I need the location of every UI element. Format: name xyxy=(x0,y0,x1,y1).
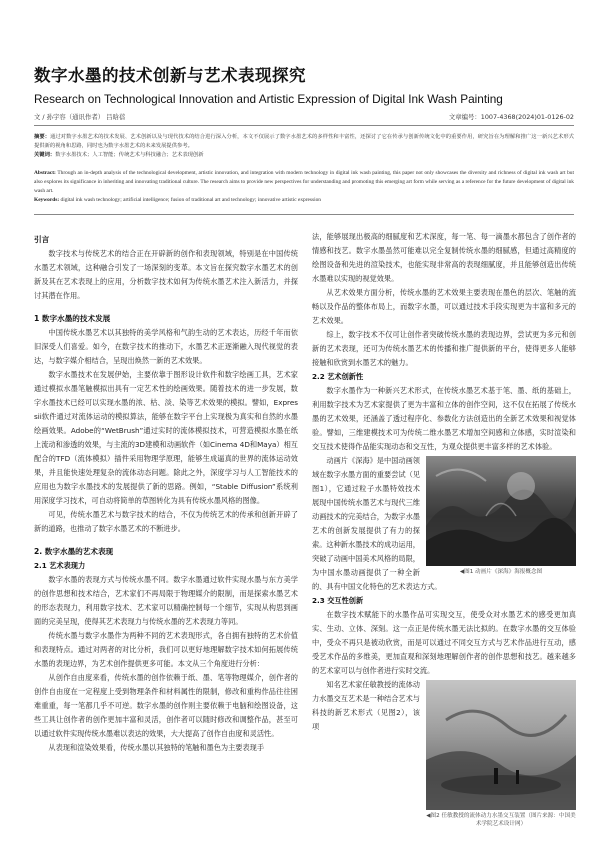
figure-1-caption: ◀图1 动画片《深海》海报概念图 xyxy=(459,569,543,575)
keywords-en-text: digital ink wash technology; artificial intelligence; fusion of traditional art and technology; innovative artistic expression xyxy=(60,197,321,203)
abstract-en xyxy=(34,169,574,205)
section-2-2-heading: 2.2 艺术创新性 xyxy=(312,372,364,381)
section-2-1-paragraph-1: 数字水墨的表现方式与传统水墨不同。数字水墨通过软件实现水墨与东方美学的创作思想和技术结合，艺术家们不再局限于物理媒介的限制，而是探索水墨艺术的形态表现力，利用数字技术、艺术家可以精确控制每一个细节，实现从构思到画面的完美呈现，使得其艺术表现力与传统水墨的艺术表现力等同。 xyxy=(34,575,298,626)
intro-paragraph: 数字技术与传统艺术的结合正在开辟新的创作和表现领域，特别是在中国传统水墨艺术领域，这种融合引发了一场深刻的变革。本文旨在探究数字水墨艺术的创新及其在艺术表现上的应用，分析数字技术如何为传统水墨艺术注入新活力，并探讨其潜在作用。 xyxy=(34,249,298,300)
section-1-paragraph-2: 数字水墨技术在发展伊始，主要依靠于图形设计软件和数字绘画工具，艺术家通过模拟水墨笔触模拟出具有一定艺术性的绘画效果。随着技术的进一步发展，数字水墨技术已经可以实现水墨的浓、枯、淡、染等艺术效果的模拟。譬如，Expressii软件通过对流体运动的模拟算法，能够在数字平台上实现极为真实和自然的水墨绘画效果。Adobe的“WetBrush”通过实时的流体模拟技术，可营造模拟水墨在纸上流动和渗透的效果，与主流的3D建模和动画软件（如Cinema 4D和Maya）相互配合的TFD（流体模拟）插件采用物理学原理，能够生成逼真的世界的流体运动效果，并且能快速处理复杂的流体动态问题。除此之外，深度学习与人工智能技术的应用也为数字水墨技术的发展提供了新的思路。例如，“Stable Diffusion”系统利用深度学习技术，可自动将简单的草图转化为具有传统水墨风格的图像。 xyxy=(34,370,298,505)
header-rule xyxy=(34,125,574,126)
section-2-3-heading: 2.3 交互性创新 xyxy=(312,596,364,605)
section-2-1-paragraph-3: 从创作自由度来看，传统水墨的创作依赖于纸、墨、笔等物理媒介，创作者的创作自由度在一定程度上受到物理条件和材料属性的限制，修改和重构作品往往困难重重，每一笔都几乎不可逆。数字水墨的创作则主要依赖于电脑和绘图设备，这些工具让创作者的创作更加丰富和灵活，创作者可以随时修改和调整作品，甚至可以通过软件实现传统水墨难以表达的效果，大大提高了创作自由度和灵活性。 xyxy=(34,673,298,738)
section-2-1-heading: 2.1 艺术表现力 xyxy=(34,561,86,570)
right-paragraph-2: 从艺术效果方面分析，传统水墨的艺术效果主要表现在墨色的层次、笔触的流畅以及作品的整体布局上，而数字水墨，可以通过技术手段实现更为丰富和多元的艺术效果。 xyxy=(312,288,576,325)
section-2-3-paragraph-2: 知名艺术家任敏教授的流体动力水墨交互艺术是一种结合艺术与科技的新艺术形式（见图2），该项 xyxy=(312,680,420,731)
right-paragraph-1: 法，能够展现出极高的细腻度和艺术深度，每一笔、每一滴墨水都包含了创作者的情感和技艺。数字水墨虽然可能难以完全复制传统水墨的细腻感，但通过高精度的绘图设备和先进的渲染技术，也能实现非常高的表现细腻度，并且能够创造出传统水墨难以实现的视觉效果。 xyxy=(312,232,576,283)
keywords-en-label: Keywords: xyxy=(34,197,60,203)
figure-2-art xyxy=(426,680,576,810)
doc-code: 文章编号：1007-4368(2024)01-0126-02 xyxy=(448,113,574,121)
section-1-paragraph-3: 可见，传统水墨艺术与数字技术的结合，不仅为传统艺术的传承和创新开辟了新的道路，也推动了数字水墨艺术的不断进步。 xyxy=(34,510,298,533)
authors: 文 / 孙宇容（通讯作者） 吕晗蓓 xyxy=(34,113,126,121)
author-line xyxy=(34,112,574,124)
figure-2-caption: ◀图2 任敏教授的流体动力水墨交互装置（图片来源：中国美术学院艺术设计网） xyxy=(426,813,576,827)
left-column xyxy=(34,230,298,755)
figure-1 xyxy=(426,456,576,576)
keywords-label: 关键词： xyxy=(34,152,56,158)
section-2-1-paragraph-4: 从表现和渲染效果看，传统水墨以其独特的笔触和墨色为主要表现手 xyxy=(48,743,265,752)
section-2-2-paragraph-1: 数字水墨作为一种新兴艺术形式，在传统水墨艺术基于笔、墨、纸的基础上，利用数字技术为艺术家提供了更为丰富和立体的创作空间，这不仅在拓展了传统水墨的艺术效果，还涵盖了透过程序化、参数化方法创造出的全新艺术效果和视觉体验。譬如，三维建模技术可为传统二维水墨艺术增加空间感和立体感，实时渲染和交互技术使得作品能实现动态和交互性，为观众提供更丰富多样的艺术体验。 xyxy=(312,386,576,451)
intro-heading: 引言 xyxy=(34,235,50,244)
figure-1-image xyxy=(426,456,576,566)
article-title-en: Research on Technological Innovation and Artistic Expression of Digital Ink Wash Painting xyxy=(34,92,503,106)
section-2-2-paragraph-2: 动画片《深海》是中国动画领域在数字水墨方面的重要尝试（见图1），它通过粒子水墨特效技术展现中国传统水墨艺术与现代三维动画技术的完美结合，为数字水墨艺术的创新发展提供了有力的探索。这种新水墨技术的成功运用，突破了动画中国美术风格的局限，为中国水墨动画提供了一种全新的、具有中国文化特色的艺术表达方式。 xyxy=(312,456,442,591)
keywords-cn-text: 数字水墨技术；人工智能；传统艺术与科技融合；艺术表现创新 xyxy=(55,152,204,158)
right-column xyxy=(312,230,576,831)
abstract-en-label: Abstract: xyxy=(34,170,56,176)
figure-1-art xyxy=(426,456,576,566)
figure-2 xyxy=(426,680,576,828)
section-1-paragraph-1: 中国传统水墨艺术以其独特的美学风格和气韵生动的艺术表达，历经千年而依旧深受人们喜爱。如今，在数字技术的推动下，水墨艺术正逐渐融入现代视觉的表达，与数字媒介相结合，呈现出焕然一新的艺术效果。 xyxy=(34,328,298,365)
abstract-label: 摘要： xyxy=(34,134,51,140)
right-paragraph-3: 综上，数字技术不仅可让创作者突破传统水墨的表现边界，尝试更为多元和创新的艺术表现，还可为传统水墨艺术的传播和推广提供新的平台，使得更多人能够接触和欣赏到水墨艺术的魅力。 xyxy=(312,330,576,367)
abstract-en-text: Through an in-depth analysis of the technological development, artistic innovation, and integration with modern technology in digital ink wash painting, this paper not only showcases the diversity and richness of digital ink wash art but also explores its significance in inheriting and innovating traditional culture. The research aims to provide new perspectives for understanding and promoting this emerging art form while serving as a reference for the future development of digital ink wash art. xyxy=(34,170,574,194)
abstract-cn-text: 通过对数字水墨艺术的技术发展、艺术创新以及与现代技术的结合进行深入分析，本文不仅展示了数字水墨艺术的多样性和丰富性，还探讨了它在传承与创新传统文化中的重要作用，研究旨在为理解和推广这一新兴艺术形式提供新的视角和思路，同时也为数字水墨艺术的未来发展提供参考。 xyxy=(34,134,574,149)
section-1-heading: 1 数字水墨的技术发展 xyxy=(34,314,111,323)
abstract-rule xyxy=(34,214,574,215)
figure-2-image xyxy=(426,680,576,810)
section-2-heading: 2. 数字水墨的艺术表现 xyxy=(34,547,114,556)
section-2-3-paragraph-1: 在数字技术赋能下的水墨作品可实现交互，使受众对水墨艺术的感受更加真实、生动、立体、深刻。这一点正是传统水墨无法比拟的。在数字水墨的交互体验中，受众不再只是被动欣赏，而是可以通过不同交互方式与艺术作品进行互动，感受艺术作品的多维美，更加直观和深刻地理解创作者的创作思想和技艺。越来越多的艺术家可以与创作者进行实时交流。 xyxy=(312,610,576,675)
abstract-cn xyxy=(34,133,574,160)
section-2-1-paragraph-2: 传统水墨与数字水墨作为两种不同的艺术表现形式，各自拥有独特的艺术价值和表现特点。通过对两者的对比分析，我们可以更好地理解数字技术如何拓展传统水墨的表现边界，为艺术创作提供更多可能。本文从三个角度进行分析： xyxy=(34,631,298,668)
article-title-cn: 数字水墨的技术创新与艺术表现探究 xyxy=(34,66,306,85)
